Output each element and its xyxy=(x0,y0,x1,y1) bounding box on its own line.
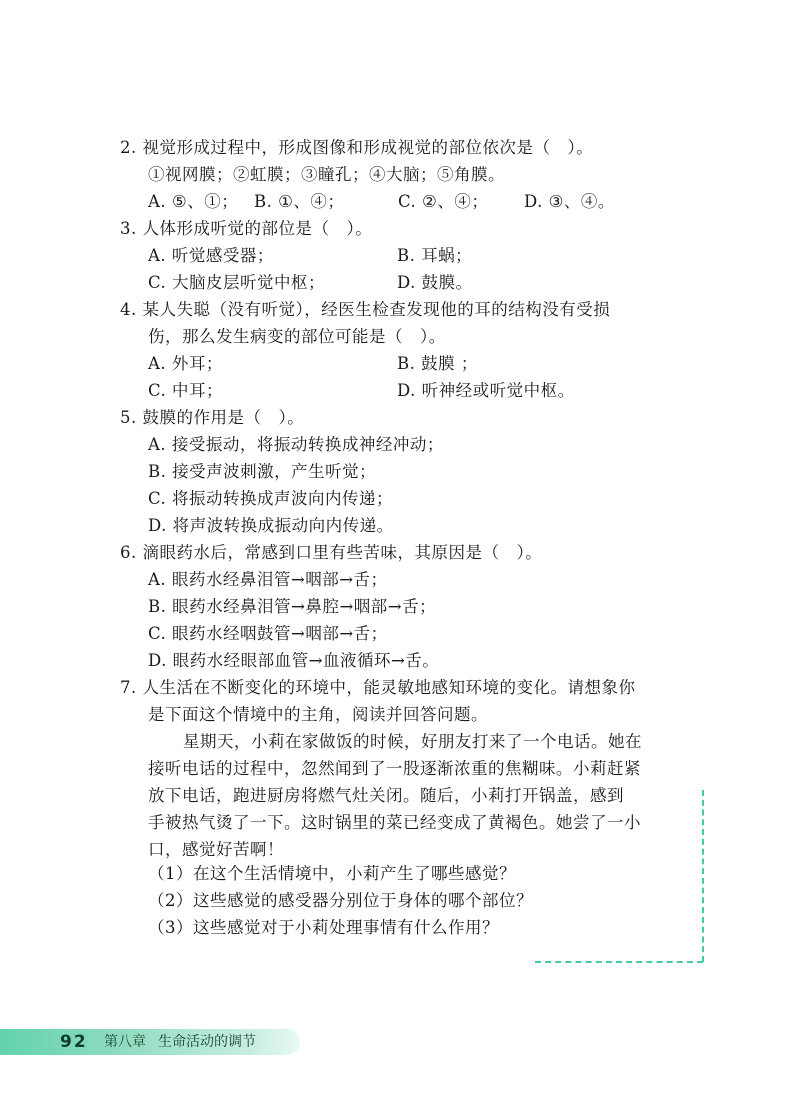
question-7-subquestion-1: （1）在这个生活情境中，小莉产生了哪些感觉？ xyxy=(148,864,516,883)
question-7-subquestion-3: （3）这些感觉对于小莉处理事情有什么作用？ xyxy=(148,918,499,937)
question-6-option-c: C. 眼药水经咽鼓管→咽部→舌； xyxy=(148,624,388,643)
question-5-option-a: A. 接受振动，将振动转换成神经冲动； xyxy=(148,435,444,454)
question-7-story-line-2: 接听电话的过程中，忽然闻到了一股逐渐浓重的焦糊味。小莉赶紧 xyxy=(148,759,641,778)
question-4-option-d: D. 听神经或听觉中枢。 xyxy=(397,381,575,400)
question-2-stem: 2. 视觉形成过程中，形成图像和形成视觉的部位依次是（ ）。 xyxy=(120,138,594,157)
question-2-option-b: B. ①、④； xyxy=(254,192,345,211)
chapter-label: 第八章 xyxy=(104,1034,146,1050)
question-6-stem: 6. 滴眼药水后，常感到口里有些苦味，其原因是（ ）。 xyxy=(120,543,543,562)
question-5-option-b: B. 接受声波刺激，产生听觉； xyxy=(148,462,377,481)
question-4-option-c: C. 中耳； xyxy=(148,381,224,400)
question-7-subquestion-2: （2）这些感觉的感受器分别位于身体的哪个部位？ xyxy=(148,891,533,910)
dashed-corner-vertical xyxy=(702,790,704,962)
dashed-corner-horizontal xyxy=(535,961,703,963)
question-3-option-b: B. 耳蜗； xyxy=(397,246,473,265)
question-6-option-b: B. 眼药水经鼻泪管→鼻腔→咽部→舌； xyxy=(148,597,437,616)
question-3-option-d: D. 鼓膜。 xyxy=(397,273,473,292)
question-7-story-line-4: 手被热气烫了一下。这时锅里的菜已经变成了黄褐色。她尝了一小 xyxy=(148,813,641,832)
question-7-stem-line-1: 7. 人生活在不断变化的环境中，能灵敏地感知环境的变化。请想象你 xyxy=(120,678,636,697)
question-4-stem-line-1: 4. 某人失聪（没有听觉），经医生检查发现他的耳的结构没有受损 xyxy=(120,300,611,319)
question-2-parts: ①视网膜；②虹膜；③瞳孔；④大脑；⑤角膜。 xyxy=(148,165,505,184)
question-2-option-c: C. ②、④； xyxy=(398,192,489,211)
question-7-story-line-1: 星期天，小莉在家做饭的时候，好朋友打来了一个电话。她在 xyxy=(183,732,642,751)
question-5-option-c: C. 将振动转换成声波向内传递； xyxy=(148,489,394,508)
question-7-story-line-5: 口，感觉好苦啊！ xyxy=(148,840,284,859)
question-4-stem-line-2: 伤，那么发生病变的部位可能是（ ）。 xyxy=(148,327,446,346)
question-3-option-c: C. 大脑皮层听觉中枢； xyxy=(148,273,326,292)
question-4-option-b: B. 鼓膜 ； xyxy=(397,354,478,373)
page-footer xyxy=(0,1029,300,1055)
question-6-option-a: A. 眼药水经鼻泪管→咽部→舌； xyxy=(148,570,388,589)
question-5-stem: 5. 鼓膜的作用是（ ）。 xyxy=(120,408,305,427)
chapter-title xyxy=(104,1031,256,1053)
question-5-option-d: D. 将声波转换成振动向内传递。 xyxy=(148,516,394,535)
question-3-stem: 3. 人体形成听觉的部位是（ ）。 xyxy=(120,219,373,238)
question-2-option-a: A. ⑤、①； xyxy=(148,192,239,211)
question-7-story-line-3: 放下电话，跑进厨房将燃气灶关闭。随后，小莉打开锅盖，感到 xyxy=(148,786,624,805)
chapter-name: 生命活动的调节 xyxy=(158,1034,256,1050)
question-2-option-d: D. ③、④。 xyxy=(524,192,615,211)
question-3-option-a: A. 听觉感受器； xyxy=(148,246,274,265)
question-7-stem-line-2: 是下面这个情境中的主角，阅读并回答问题。 xyxy=(148,705,488,724)
page-number: 92 xyxy=(60,1032,88,1052)
question-4-option-a: A. 外耳； xyxy=(148,354,223,373)
question-6-option-d: D. 眼药水经眼部血管→血液循环→舌。 xyxy=(148,651,440,670)
